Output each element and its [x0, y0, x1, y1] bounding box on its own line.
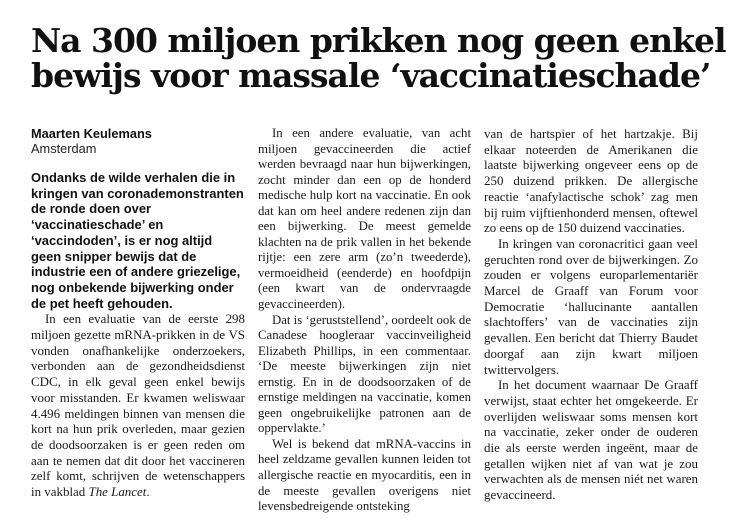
journal-name: The Lancet [88, 484, 147, 500]
article-lead: Ondanks de wilde verhalen die in kringen van coronademonstranten de ronde doen over ‘vaccinatieschade’ en ‘vaccindoden’, is er nog altijd geen snipper bewijs dat de industrie een of andere griezelige, nog onbekende bijwerking onder de pet heeft gehouden. [31, 170, 244, 311]
column-2-paragraph-1: In een andere evaluatie, van acht miljoen gevaccineerden die actief werden bevraagd naar hun bijwerkingen, zocht minder dan een op de honderd medische hulp kort na vaccinatie. En ook dat kan om heel andere redenen zijn dan een bijwerking. De meest gemelde klachten na de prik vallen in het bekende rijtje: een zere arm (zo’n tweederde), vermoeidheid (eenderde) en hoofdpijn (een kwart van de ondervraagde gevaccineerden). [258, 126, 471, 312]
article-column-1 [31, 126, 245, 500]
article-column-2 [258, 126, 471, 515]
column-1-paragraph-1-text: In een evaluatie van de eerste 298 miljoen gezette mRNA-prikken in de VS vonden onafhankelijke onderzoekers, verbonden aan de gezondheidsdienst CDC, in elk geval geen enkel bewijs voor misstanden. Er kwamen weliswaar 4.496 meldingen binnen van mensen die kort na hun prik overleden, maar gezien de doodsoorzaken is er geen reden om aan te nemen dat dit door het vaccineren zelf komt, schrijven de wetenschappers in vakblad [31, 311, 245, 500]
headline-line-2: bewijs voor massale ‘vaccinatieschade’ [31, 55, 711, 95]
article-headline [31, 21, 731, 95]
byline-author: Maarten Keulemans [31, 126, 152, 141]
headline-line-1: Na 300 miljoen prikken nog geen enkel [31, 21, 726, 60]
column-2-paragraph-3: Wel is bekend dat mRNA-vaccins in heel zeldzame gevallen kunnen leiden tot allergische reactie en myocarditis, een in de meeste gevallen overigens niet levensbedreigende ontsteking [258, 436, 471, 514]
byline-place: Amsterdam [31, 141, 97, 156]
column-3-paragraph-2: In kringen van coronacritici gaan veel geruchten rond over de bijwerkingen. Zo zouden er volgens europarlementariër Marcel de Graaff van Forum voor Democratie ‘hallucinante aantallen slachtoffers’ van de vaccinaties zijn gevallen. Een bericht dat Thierry Baudet doorgaf aan zijn kwart miljoen twittervolgers. [484, 235, 698, 377]
column-1-paragraph-1 [31, 311, 245, 499]
column-1-paragraph-1-end: . [146, 484, 150, 500]
column-2-paragraph-2: Dat is ‘geruststellend’, oordeelt ook de Canadese hoogleraar vaccinveiligheid Elizabeth Phillips, in een commentaar. ‘De meeste bijwerkingen zijn niet ernstig. En in de doodsoorzaken of de ernstige meldingen na vaccinatie, komen geen ongebruikelijke patronen aan de oppervlakte.’ [258, 312, 472, 436]
column-3-paragraph-3: In het document waarnaar De Graaff verwijst, staat echter het omgekeerde. Er overlijden weliswaar soms mensen kort na vaccinatie, zeker onder de ouderen die als eerste werden ingeënt, maar de getallen wijken niet af van wat je zou verwachten als de mensen niét net waren gevaccineerd. [484, 377, 698, 503]
article-column-3 [484, 126, 698, 503]
column-3-paragraph-1: van de hartspier of het hartzakje. Bij elkaar noteerden de Amerikanen die laatste bijwerking ongeveer eens op de 250 duizend prikken. De allergische reactie ‘anafylactische schok’ zag men bij ruim vijftienhonderd mensen, oftewel zo eens op de 150 duizend vaccinaties. [484, 126, 698, 236]
